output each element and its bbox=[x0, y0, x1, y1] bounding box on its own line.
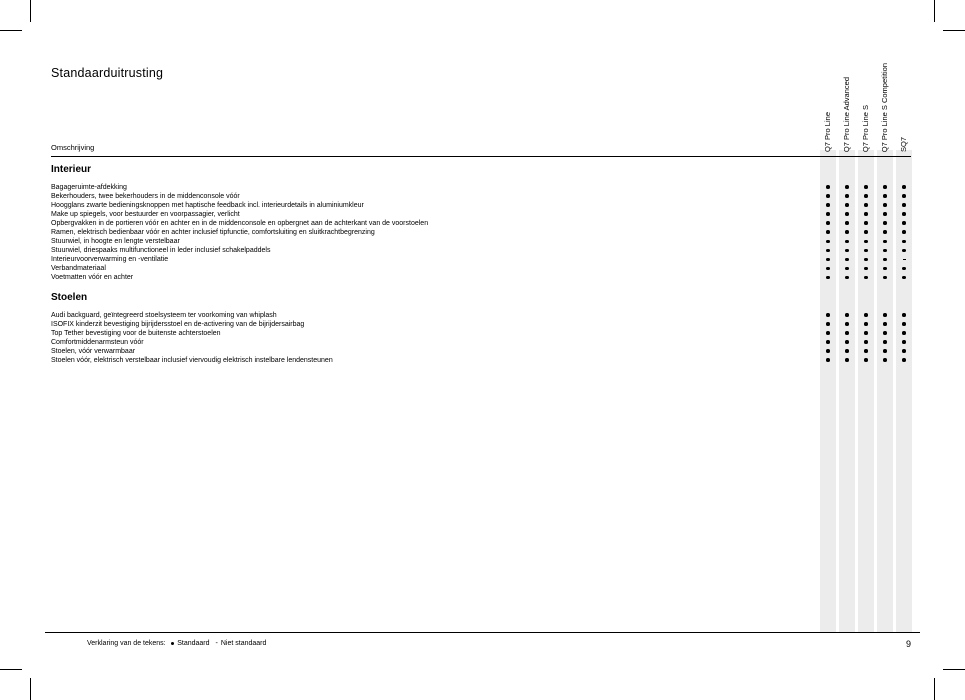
row-cell bbox=[896, 356, 912, 365]
standard-dot-icon bbox=[902, 212, 906, 216]
not-standard-dash-icon bbox=[903, 259, 906, 260]
row-label: Interieurvoorverwarming en -ventilatie bbox=[51, 255, 169, 263]
table-row bbox=[51, 183, 911, 192]
row-cell bbox=[858, 273, 874, 282]
standard-dot-icon bbox=[864, 185, 868, 189]
row-label: Make up spiegels, voor bestuurder en voorpassagier, verlicht bbox=[51, 210, 240, 218]
row-cell bbox=[839, 329, 855, 338]
column-header-label: Q7 Pro Line S Competition bbox=[880, 62, 890, 152]
standard-dot-icon bbox=[883, 258, 887, 262]
standard-dot-icon bbox=[902, 203, 906, 207]
crop-mark bbox=[934, 0, 935, 22]
row-cell bbox=[820, 356, 836, 365]
legend-prefix: Verklaring van de tekens: bbox=[87, 640, 166, 647]
row-cell bbox=[877, 347, 893, 356]
standard-dot-icon bbox=[883, 313, 887, 317]
row-cell bbox=[839, 264, 855, 273]
standard-dot-icon bbox=[826, 313, 830, 317]
standard-dot-icon bbox=[845, 276, 849, 280]
crop-mark bbox=[934, 678, 935, 700]
row-cell bbox=[877, 183, 893, 192]
standard-dot-icon bbox=[171, 642, 175, 646]
row-label: Stoelen vóór, elektrisch verstelbaar inclusief viervoudig elektrisch instelbare lendensteunen bbox=[51, 356, 333, 364]
row-cell bbox=[839, 255, 855, 264]
row-cell bbox=[820, 255, 836, 264]
row-cell bbox=[896, 311, 912, 320]
standard-dot-icon bbox=[826, 203, 830, 207]
standard-dot-icon bbox=[826, 349, 830, 353]
standard-dot-icon bbox=[845, 185, 849, 189]
row-cell bbox=[839, 219, 855, 228]
standard-dot-icon bbox=[883, 358, 887, 362]
row-cell bbox=[839, 228, 855, 237]
standard-dot-icon bbox=[826, 240, 830, 244]
row-cell bbox=[839, 273, 855, 282]
table-row bbox=[51, 210, 911, 219]
row-cell bbox=[896, 329, 912, 338]
standard-dot-icon bbox=[826, 258, 830, 262]
row-cell bbox=[858, 320, 874, 329]
row-cell bbox=[877, 356, 893, 365]
row-cell bbox=[896, 210, 912, 219]
row-cell bbox=[820, 237, 836, 246]
row-cell bbox=[820, 201, 836, 210]
row-cell bbox=[877, 237, 893, 246]
row-cell bbox=[858, 210, 874, 219]
crop-mark bbox=[30, 678, 31, 700]
row-cell bbox=[858, 356, 874, 365]
row-cell bbox=[877, 329, 893, 338]
row-cell bbox=[896, 237, 912, 246]
section-title: Interieur bbox=[51, 164, 92, 175]
standard-dot-icon bbox=[864, 340, 868, 344]
row-cell bbox=[858, 201, 874, 210]
standard-dot-icon bbox=[845, 267, 849, 271]
standard-dot-icon bbox=[883, 276, 887, 280]
row-cell bbox=[820, 338, 836, 347]
legend-not-standard-label: Niet standaard bbox=[220, 640, 267, 647]
row-cell bbox=[820, 219, 836, 228]
standard-dot-icon bbox=[864, 203, 868, 207]
column-header-label: Q7 Pro Line Advanced bbox=[842, 76, 852, 152]
table-row bbox=[51, 320, 911, 329]
standard-dot-icon bbox=[845, 349, 849, 353]
column-header bbox=[877, 20, 893, 152]
row-cell bbox=[858, 329, 874, 338]
row-cell bbox=[896, 264, 912, 273]
row-cell bbox=[858, 237, 874, 246]
standard-dot-icon bbox=[864, 358, 868, 362]
row-cell bbox=[896, 192, 912, 201]
crop-mark bbox=[30, 0, 31, 22]
standard-dot-icon bbox=[902, 276, 906, 280]
standard-dot-icon bbox=[883, 340, 887, 344]
row-cell bbox=[839, 192, 855, 201]
standard-dot-icon bbox=[864, 221, 868, 225]
row-cell bbox=[896, 228, 912, 237]
table-row bbox=[51, 237, 911, 246]
standard-dot-icon bbox=[864, 349, 868, 353]
row-cell bbox=[877, 219, 893, 228]
table-row bbox=[51, 201, 911, 210]
standard-dot-icon bbox=[826, 221, 830, 225]
description-column-header: Omschrijving bbox=[51, 143, 95, 152]
column-header bbox=[839, 20, 855, 152]
crop-mark bbox=[943, 669, 965, 670]
section-title: Stoelen bbox=[51, 292, 88, 303]
standard-dot-icon bbox=[845, 358, 849, 362]
standard-dot-icon bbox=[902, 249, 906, 253]
standard-dot-icon bbox=[883, 240, 887, 244]
standard-dot-icon bbox=[845, 221, 849, 225]
table-row bbox=[51, 255, 911, 264]
standard-dot-icon bbox=[902, 340, 906, 344]
table-row bbox=[51, 228, 911, 237]
standard-dot-icon bbox=[883, 194, 887, 198]
standard-dot-icon bbox=[826, 322, 830, 326]
standard-dot-icon bbox=[864, 230, 868, 234]
standard-dot-icon bbox=[826, 358, 830, 362]
row-cell bbox=[896, 338, 912, 347]
standard-dot-icon bbox=[902, 221, 906, 225]
standard-dot-icon bbox=[883, 267, 887, 271]
table-row bbox=[51, 311, 911, 320]
column-header-label: Q7 Pro Line S bbox=[861, 104, 871, 152]
row-cell bbox=[820, 311, 836, 320]
row-cell bbox=[820, 246, 836, 255]
standard-dot-icon bbox=[864, 267, 868, 271]
row-cell bbox=[858, 264, 874, 273]
row-cell bbox=[858, 255, 874, 264]
row-label: Voetmatten vóór en achter bbox=[51, 274, 134, 281]
row-cell bbox=[896, 246, 912, 255]
row-label: ISOFIX kinderzit bevestiging bijrijdersstoel en de-activering van de bijrijdersairbag bbox=[51, 320, 305, 328]
standard-dot-icon bbox=[826, 249, 830, 253]
standard-dot-icon bbox=[826, 194, 830, 198]
row-label: Hoogglans zwarte bedieningsknoppen met haptische feedback incl. interieurdetails in aluminiumkleur bbox=[51, 201, 364, 209]
row-label: Ramen, elektrisch bedienbaar vóór en achter inclusief tipfunctie, comfortsluiting en sluitkrachtbegrenzing bbox=[51, 228, 375, 236]
standard-dot-icon bbox=[864, 276, 868, 280]
row-cell bbox=[820, 192, 836, 201]
crop-mark bbox=[0, 669, 22, 670]
standard-dot-icon bbox=[883, 349, 887, 353]
standard-dot-icon bbox=[864, 331, 868, 335]
standard-dot-icon bbox=[902, 349, 906, 353]
row-cell bbox=[877, 320, 893, 329]
row-label: Stuurwiel, driespaaks multifunctioneel in leder inclusief schakelpaddels bbox=[51, 246, 271, 254]
row-cell bbox=[877, 246, 893, 255]
page-title: Standaarduitrusting bbox=[51, 66, 164, 80]
row-cell bbox=[820, 228, 836, 237]
standard-dot-icon bbox=[902, 240, 906, 244]
legend-not-standard-symbol: - bbox=[215, 640, 218, 647]
standard-dot-icon bbox=[864, 322, 868, 326]
standard-dot-icon bbox=[883, 331, 887, 335]
row-cell bbox=[820, 347, 836, 356]
row-label: Stoelen, vóór verwarmbaar bbox=[51, 347, 136, 355]
standard-dot-icon bbox=[845, 203, 849, 207]
standard-dot-icon bbox=[845, 322, 849, 326]
standard-dot-icon bbox=[845, 240, 849, 244]
standard-dot-icon bbox=[845, 258, 849, 262]
standard-dot-icon bbox=[826, 212, 830, 216]
row-cell bbox=[877, 192, 893, 201]
standard-dot-icon bbox=[864, 249, 868, 253]
table-row bbox=[51, 338, 911, 347]
row-cell bbox=[858, 246, 874, 255]
standard-dot-icon bbox=[845, 340, 849, 344]
standard-dot-icon bbox=[883, 185, 887, 189]
standard-dot-icon bbox=[902, 185, 906, 189]
column-header-label: Q7 Pro Line bbox=[823, 111, 833, 152]
row-cell bbox=[820, 320, 836, 329]
row-cell bbox=[839, 237, 855, 246]
row-cell bbox=[896, 320, 912, 329]
standard-dot-icon bbox=[826, 267, 830, 271]
standard-dot-icon bbox=[845, 249, 849, 253]
standard-dot-icon bbox=[883, 322, 887, 326]
row-label: Bekerhouders, twee bekerhouders in de middenconsole vóór bbox=[51, 192, 240, 200]
row-cell bbox=[877, 210, 893, 219]
table-row bbox=[51, 264, 911, 273]
row-cell bbox=[896, 201, 912, 210]
row-cell bbox=[877, 338, 893, 347]
standard-dot-icon bbox=[902, 194, 906, 198]
row-cell bbox=[858, 311, 874, 320]
crop-mark bbox=[0, 30, 22, 31]
row-cell bbox=[820, 329, 836, 338]
row-cell bbox=[877, 201, 893, 210]
row-cell bbox=[820, 273, 836, 282]
standard-dot-icon bbox=[845, 313, 849, 317]
standard-dot-icon bbox=[902, 267, 906, 271]
standard-dot-icon bbox=[845, 230, 849, 234]
row-cell bbox=[896, 273, 912, 282]
header-divider bbox=[51, 156, 911, 157]
row-label: Bagageruimte-afdekking bbox=[51, 183, 127, 191]
column-header bbox=[820, 20, 836, 152]
table-row bbox=[51, 329, 911, 338]
row-cell bbox=[877, 264, 893, 273]
standard-dot-icon bbox=[883, 221, 887, 225]
row-label: Opbergvakken in de portieren vóór en achter en in de middenconsole en opbergnet aan de achterkant van de voorstoelen bbox=[51, 219, 429, 227]
standard-dot-icon bbox=[883, 249, 887, 253]
row-cell bbox=[896, 219, 912, 228]
table-row bbox=[51, 356, 911, 365]
row-label: Stuurwiel, in hoogte en lengte verstelbaar bbox=[51, 237, 180, 245]
table-row bbox=[51, 347, 911, 356]
row-label: Verbandmateriaal bbox=[51, 264, 106, 272]
row-cell bbox=[858, 219, 874, 228]
row-cell bbox=[820, 210, 836, 219]
column-header bbox=[858, 20, 874, 152]
table-row bbox=[51, 192, 911, 201]
row-label: Top Tether bevestiging voor de buitenste achterstoelen bbox=[51, 329, 221, 337]
standard-dot-icon bbox=[864, 212, 868, 216]
standard-dot-icon bbox=[845, 331, 849, 335]
row-cell bbox=[839, 338, 855, 347]
row-cell bbox=[839, 356, 855, 365]
column-header-label: SQ7 bbox=[899, 136, 909, 152]
row-cell bbox=[858, 183, 874, 192]
page-number: 9 bbox=[906, 639, 912, 649]
row-cell bbox=[896, 255, 912, 264]
row-cell bbox=[877, 255, 893, 264]
standard-dot-icon bbox=[902, 230, 906, 234]
standard-dot-icon bbox=[902, 331, 906, 335]
row-cell bbox=[839, 210, 855, 219]
legend-standard-label: Standaard bbox=[177, 640, 210, 647]
column-header bbox=[896, 20, 912, 152]
row-cell bbox=[839, 311, 855, 320]
row-cell bbox=[877, 273, 893, 282]
legend bbox=[87, 640, 266, 647]
standard-dot-icon bbox=[902, 358, 906, 362]
row-cell bbox=[858, 347, 874, 356]
row-cell bbox=[820, 183, 836, 192]
standard-dot-icon bbox=[883, 230, 887, 234]
standard-dot-icon bbox=[845, 212, 849, 216]
standard-dot-icon bbox=[883, 212, 887, 216]
row-cell bbox=[896, 347, 912, 356]
row-cell bbox=[877, 311, 893, 320]
standard-dot-icon bbox=[864, 240, 868, 244]
standard-dot-icon bbox=[826, 185, 830, 189]
row-cell bbox=[877, 228, 893, 237]
standard-dot-icon bbox=[826, 230, 830, 234]
row-label: Comfortmiddenarmsteun vóór bbox=[51, 338, 144, 346]
row-cell bbox=[839, 347, 855, 356]
row-cell bbox=[896, 183, 912, 192]
row-cell bbox=[858, 228, 874, 237]
standard-dot-icon bbox=[845, 194, 849, 198]
standard-dot-icon bbox=[864, 313, 868, 317]
standard-dot-icon bbox=[902, 313, 906, 317]
row-cell bbox=[839, 320, 855, 329]
standard-dot-icon bbox=[864, 194, 868, 198]
table-row bbox=[51, 246, 911, 255]
standard-dot-icon bbox=[826, 331, 830, 335]
row-cell bbox=[839, 201, 855, 210]
row-cell bbox=[839, 246, 855, 255]
row-cell bbox=[839, 183, 855, 192]
crop-mark bbox=[943, 30, 965, 31]
row-cell bbox=[858, 192, 874, 201]
standard-dot-icon bbox=[864, 258, 868, 262]
standard-dot-icon bbox=[902, 322, 906, 326]
standard-dot-icon bbox=[826, 340, 830, 344]
table-row bbox=[51, 273, 911, 282]
standard-dot-icon bbox=[883, 203, 887, 207]
row-cell bbox=[820, 264, 836, 273]
footer-divider bbox=[45, 632, 920, 633]
row-label: Audi backguard, geïntegreerd stoelsysteem ter voorkoming van whiplash bbox=[51, 311, 277, 319]
table-row bbox=[51, 219, 911, 228]
row-cell bbox=[858, 338, 874, 347]
standard-dot-icon bbox=[826, 276, 830, 280]
